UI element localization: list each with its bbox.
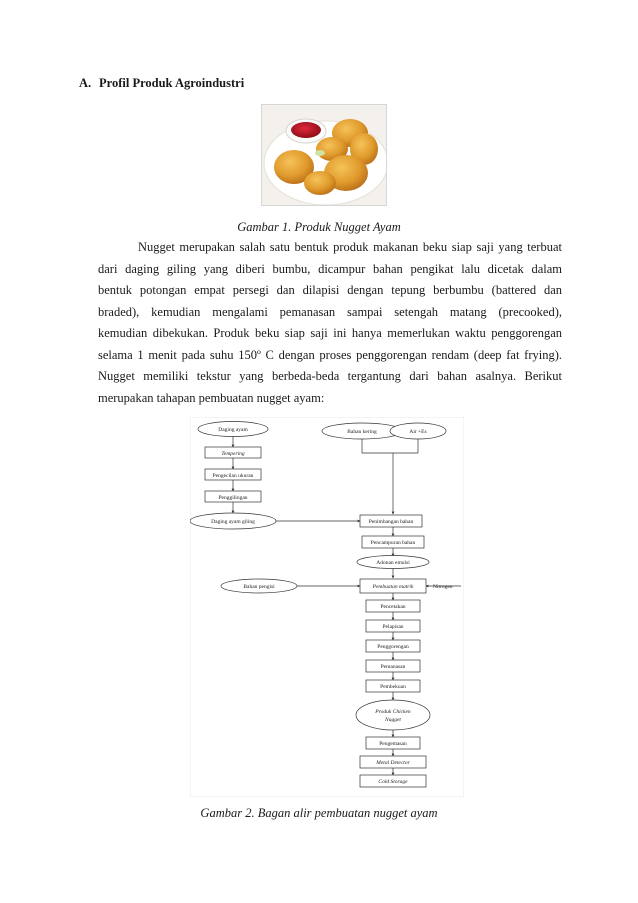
paragraph-line: dari daging giling yang diberi bumbu, dicampur bahan pengikat lalu dicetak dalam [98, 261, 562, 276]
figure-2-caption: Gambar 2. Bagan alir pembuatan nugget ayam [200, 806, 438, 820]
flow-label-pembuatan-matrik: Pembuatan matrik [372, 584, 414, 590]
flow-label-tempering: Tempering [221, 451, 245, 457]
flow-label-pembekuan: Pembekuan [380, 684, 406, 690]
flow-label-daging-ayam-giling: Daging ayam giling [211, 519, 255, 525]
flow-node-produk-chicken-nugget [356, 700, 430, 730]
flow-label-daging-ayam: Daging ayam [218, 427, 248, 433]
section-number: A. [79, 76, 92, 90]
paragraph-line: Nugget merupakan salah satu bentuk produk makanan beku siap saji yang terbuat [138, 240, 562, 254]
paragraph-line: bentuk potongan empat persegi dan dilapisi dengan tepung berbumbu (battered dan [98, 283, 562, 297]
flow-label-air-es: Air +Es [409, 429, 427, 435]
paragraph-line: braded), kemudian mengalami pemanasan sampai setengah matang (precooked), [98, 304, 562, 319]
flow-label-penggilingan: Penggilingan [218, 495, 248, 501]
flow-label-pencetakan: Pencetakan [380, 604, 406, 610]
figure-1-caption: Gambar 1. Produk Nugget Ayam [237, 220, 401, 234]
flow-label-metal-detector: Metal Detector [376, 760, 410, 766]
section-title: Profil Produk Agroindustri [99, 76, 245, 90]
flow-label-nitrogen: Nitrogen [433, 584, 453, 590]
flow-label-pemanasan: Pemanasan [380, 664, 406, 670]
paragraph-line: kemudian dibekukan. Produk beku siap saji ini hanya memerlukan waktu penggorengan [98, 326, 562, 340]
flow-label-penggorengan: Penggorengan [377, 644, 409, 650]
flow-label-pencampuran-bahan: Pencampuran bahan [370, 540, 416, 546]
paragraph-line: merupakan tahapan pembuatan nugget ayam: [98, 390, 325, 405]
flow-label-produk-line2: Nugget [385, 717, 401, 723]
flowchart [190, 417, 464, 797]
paragraph-line: Nugget memiliki tekstur yang berbeda-beda tergantung dari bahan asalnya. Berikut [98, 369, 562, 383]
body-paragraph [98, 237, 562, 409]
flow-label-produk-line1: Produk Chicken [375, 709, 411, 715]
flow-label-adonan-emulsi: Adonan emulsi [376, 560, 410, 566]
nugget-photo [261, 104, 387, 206]
flow-label-pelapisan: Pelapisan [382, 624, 404, 630]
section-heading [79, 76, 244, 91]
flow-label-pengecilan-ukuran: Pengecilan ukuran [212, 473, 254, 479]
flow-label-pengemasan: Pengemasan [379, 741, 407, 747]
paragraph-line: selama 1 menit pada suhu 150º C dengan proses penggorengan rendam (deep fat frying). [98, 347, 562, 362]
flow-label-bahan-kering: Bahan kering [347, 429, 377, 435]
flow-label-cold-storage: Cold Storage [378, 779, 408, 785]
flow-label-bahan-pengisi: Bahan pengisi [243, 584, 275, 590]
flow-label-penimbangan-bahan: Penimbangan bahan [368, 519, 414, 525]
